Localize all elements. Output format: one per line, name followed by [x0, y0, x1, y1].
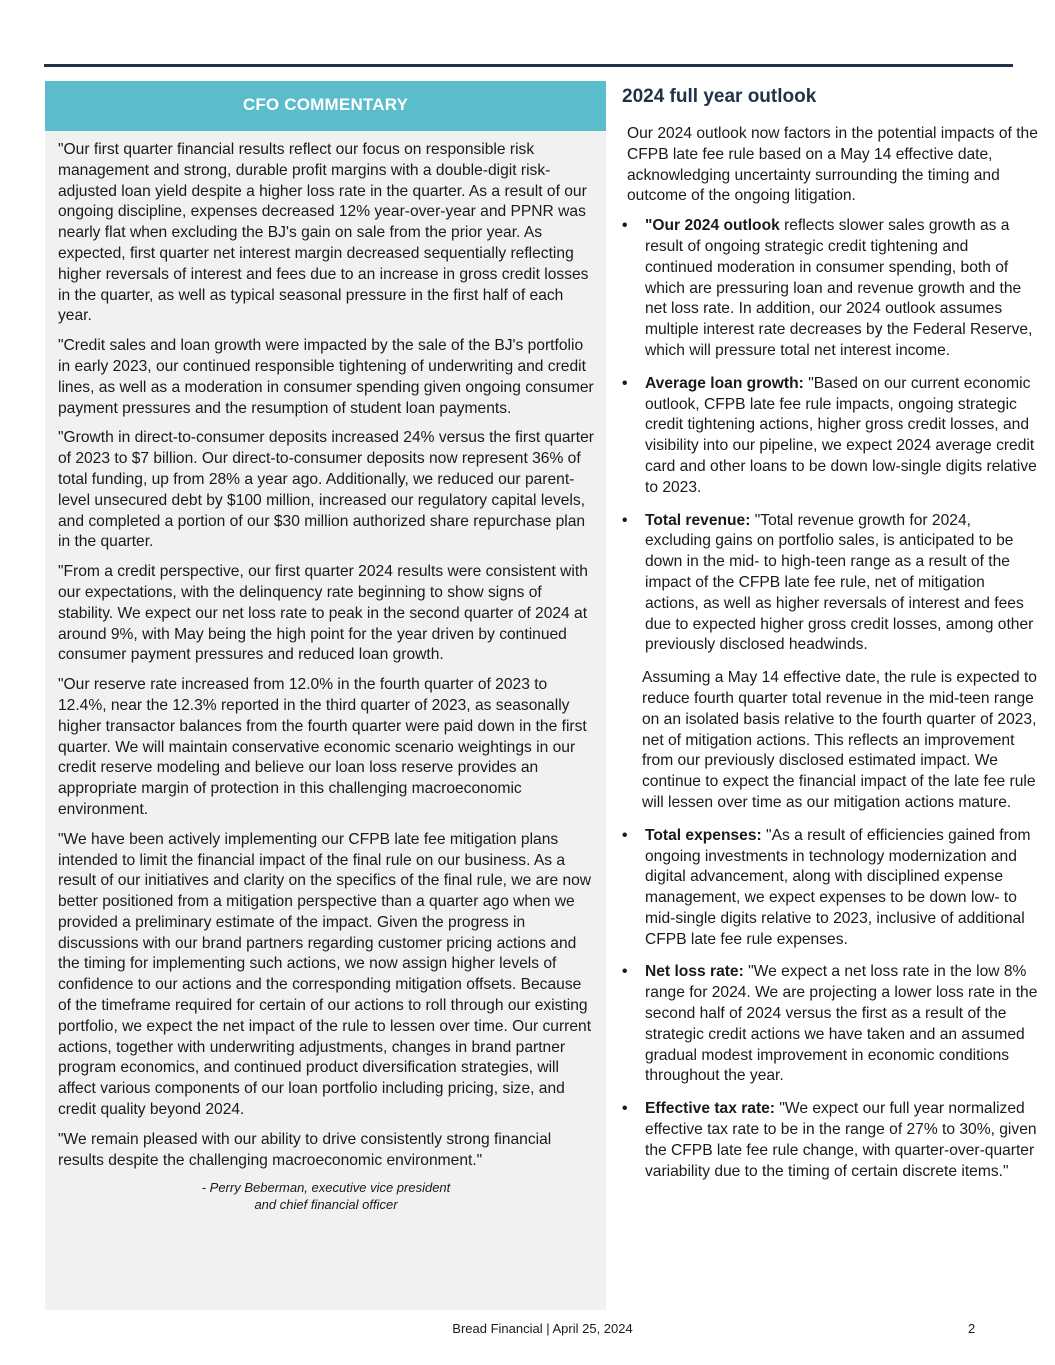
cfo-paragraph: "Our first quarter financial results reflect our focus on responsible risk management and strong, durable profit margins with a double-digit risk-adjusted loan yield despite a higher loss rate in the quarter. As a result of our ongoing discipline, expenses decreased 12% year-over-year and PPNR was nearly flat when excluding the BJ's gain on sale from the prior year. As expected, first quarter net interest margin decreased sequentially reflecting higher reversals of interest and fees due to an increase in gross credit losses in the quarter, as well as typical seasonal pressure in the first half of each year.	[58, 141, 589, 325]
cfo-paragraph: "Growth in direct-to-consumer deposits increased 24% versus the first quarter of 2023 to $7 billion. Our direct-to-consumer deposits now represent 36% of total funding, up from 28% a year ago. Additionally, we reduced our parent-level unsecured debt by $100 million, increased our regulatory capital levels, and completed a portion of our $30 million authorized share repurchase plan in the quarter.	[58, 429, 594, 551]
bullet-icon: •	[622, 1100, 628, 1118]
outlook-title: 2024 full year outlook	[622, 86, 817, 107]
outlook-item-total-revenue	[622, 511, 1040, 657]
outlook-term: "Our 2024 outlook	[645, 217, 780, 235]
revenue-followup-paragraph: Assuming a May 14 effective date, the rule is expected to reduce fourth quarter total revenue in the mid-teen range on an isolated basis relative to the fourth quarter of 2023, net of mitigation actions. This reflects an improvement from our previously disclosed estimated impact. We continue to expect the financial impact of the late fee rule will lessen over time as our mitigation actions mature.	[642, 669, 1037, 811]
top-divider	[44, 64, 1013, 67]
signature-name: - Perry Beberman, executive vice president	[201, 1180, 451, 1196]
outlook-item-total-expenses	[622, 826, 1040, 951]
cfo-commentary-title: CFO COMMENTARY	[45, 81, 606, 131]
outlook-text: "We expect a net loss rate in the low 8% range for 2024. We are projecting a lower loss rate in the second half of 2024 versus the first as a result of the strategic credit actions we have taken and an assumed gradual modest improvement in economic conditions throughout the year.	[645, 963, 1038, 1085]
cfo-commentary-panel	[45, 81, 606, 1310]
bullet-icon: •	[622, 511, 628, 529]
cfo-paragraph: "Our reserve rate increased from 12.0% in the fourth quarter of 2023 to 12.4%, near the 12.3% reported in the third quarter of 2023, as seasonally higher transactor balances from the fourth quarter were paid down in the first quarter. We will maintain conservative economic scenario weightings in our credit reserve modeling and believe our loan loss reserve provides an appropriate margin of protection in this challenging macroeconomic environment.	[58, 676, 587, 818]
outlook-text: "As a result of efficiencies gained from ongoing investments in technology modernization and digital advancement, along with disciplined expense management, we expect expenses to be down low- to mid-single digits relative to 2023, inclusive of additional CFPB late fee rule expenses.	[645, 826, 1031, 948]
cfo-paragraph: "We remain pleased with our ability to drive consistently strong financial results despite the challenging macroeconomic environment."	[58, 1130, 552, 1169]
bullet-icon: •	[622, 826, 628, 844]
cfo-paragraph: "From a credit perspective, our first quarter 2024 results were consistent with our expectations, with the delinquency rate beginning to show signs of stability. We expect our net loss rate to peak in the second quarter of 2024 at around 9%, with May being the high point for the year driven by continued consumer payment pressures and reduced loan growth.	[58, 563, 588, 664]
page-number: 2	[968, 1321, 976, 1336]
outlook-item-average-loan-growth	[622, 374, 1040, 499]
signature-role: and chief financial officer	[254, 1196, 398, 1212]
outlook-item-2024-outlook	[622, 216, 1040, 362]
cfo-paragraph: "We have been actively implementing our CFPB late fee mitigation plans intended to limit the financial impact of the final rule on our business. As a result of our initiatives and clarity on the specifics of the final rule, we are now better positioned from a mitigation perspective than a quarter ago when we provided a preliminary estimate of the impact. Given the progress in discussions with our brand partners regarding customer pricing actions and the timing for implementing such actions, we now assign higher levels of confidence to our actions and the corresponding mitigation offsets. Because of the timeframe required for certain of our actions to roll through our existing portfolio, we expect the net impact of the rule to lessen over time. Our current actions, together with underwriting adjustments, changes in brand partner program economics, and continued product diversification strategies, will affect various components of our loan portfolio including pricing, size, and credit quality beyond 2024.	[58, 830, 592, 1119]
outlook-text: "We expect our full year normalized effective tax rate to be in the range of 27% to 30%, given the CFPB late fee rule change, with quarter-over-quarter variability due to the timing of certain discrete items."	[645, 1100, 1037, 1180]
page-footer: Bread Financial | April 25, 2024	[452, 1321, 633, 1336]
outlook-text: "Total revenue growth for 2024, excluding gains on portfolio sales, is anticipated to be down in the mid- to high-teen range as a result of the impact of the CFPB late fee rule, net of mitigation actions, as well as higher reversals of interest and fees due to expected higher gross credit losses, among other previously disclosed headwinds.	[645, 511, 1034, 654]
cfo-signature	[58, 1180, 594, 1213]
outlook-item-net-loss-rate	[622, 962, 1040, 1087]
outlook-term: Net loss rate:	[645, 963, 744, 981]
bullet-icon: •	[622, 217, 628, 235]
outlook-term: Effective tax rate:	[645, 1100, 776, 1118]
cfo-commentary-body	[45, 131, 606, 1213]
outlook-intro: Our 2024 outlook now factors in the potential impacts of the CFPB late fee rule based on a May 14 effective date, acknowledging uncertainty surrounding the timing and outcome of the ongoing litigation.	[627, 125, 1038, 205]
outlook-term: Average loan growth:	[645, 374, 804, 392]
outlook-term: Total expenses:	[645, 826, 762, 844]
bullet-icon: •	[622, 374, 628, 392]
outlook-text: reflects slower sales growth as a result of ongoing strategic credit tightening and continued moderation in consumer spending, both of which are pressuring loan and revenue growth and the net loss rate. In addition, our 2024 outlook assumes multiple interest rate decreases by the Federal Reserve, which will pressure total net interest income.	[645, 217, 1033, 359]
outlook-section	[622, 84, 1040, 1194]
outlook-text: "Based on our current economic outlook, CFPB late fee rule impacts, ongoing strategic credit tightening actions, higher gross credit losses, and visibility into our pipeline, we expect 2024 average credit card and other loans to be down low-single digits relative to 2023.	[645, 374, 1037, 496]
outlook-item-effective-tax-rate	[622, 1099, 1040, 1182]
outlook-term: Total revenue:	[645, 511, 751, 529]
outlook-list-continued	[622, 826, 1040, 1183]
outlook-list	[622, 216, 1040, 656]
cfo-paragraph: "Credit sales and loan growth were impacted by the sale of the BJ's portfolio in early 2023, our continued responsible tightening of underwriting and credit lines, as well as a moderation in consumer spending given ongoing consumer payment pressures and the resumption of student loan payments.	[58, 337, 594, 417]
bullet-icon: •	[622, 963, 628, 981]
